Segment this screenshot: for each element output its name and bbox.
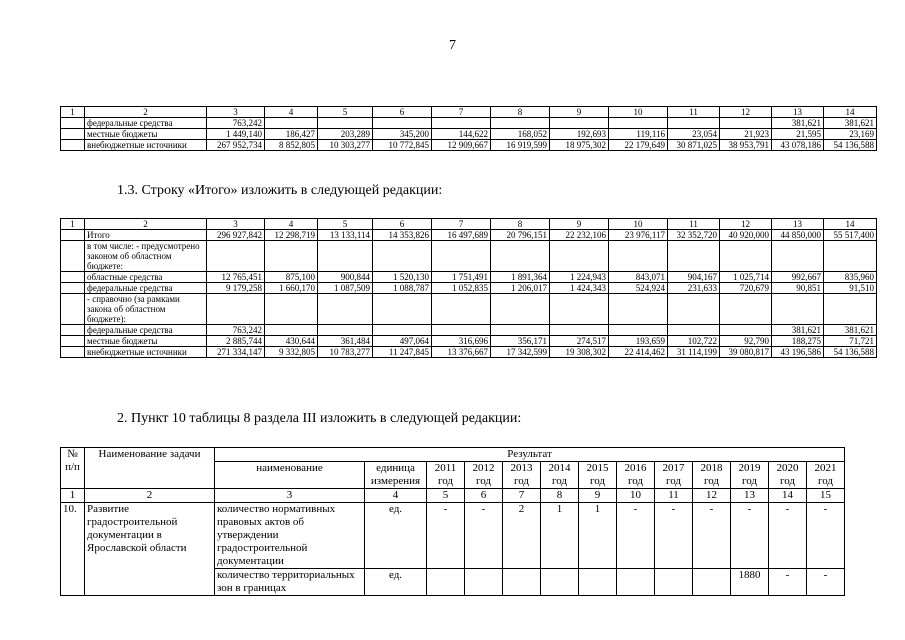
table-cell: 19 308,302 <box>550 347 609 358</box>
table-cell: 1 424,343 <box>550 283 609 294</box>
table-row <box>61 140 877 151</box>
table-cell <box>373 325 432 336</box>
table-cell: 23,169 <box>824 129 877 140</box>
table-cell <box>772 294 824 325</box>
table-cell: 2 885,744 <box>207 336 265 347</box>
table-cell <box>720 241 772 272</box>
table-cell: 763,242 <box>207 118 265 129</box>
table-cell <box>720 118 772 129</box>
indicator-value <box>503 569 541 596</box>
row-label: федеральные средства <box>85 118 207 129</box>
header-cell: 3 <box>207 107 265 118</box>
table-cell: 43 196,586 <box>772 347 824 358</box>
table-cell <box>61 230 85 241</box>
table-cell <box>824 294 877 325</box>
table-cell: 8 852,805 <box>265 140 318 151</box>
table-row <box>61 118 877 129</box>
table-cell: 32 352,720 <box>668 230 720 241</box>
table-cell <box>668 118 720 129</box>
table-cell: 381,621 <box>772 118 824 129</box>
year-header: 2017 год <box>655 462 693 489</box>
table-cell: 102,722 <box>668 336 720 347</box>
year-header: 2021 год <box>807 462 845 489</box>
table-cell: 9 332,805 <box>265 347 318 358</box>
table-cell <box>491 294 550 325</box>
table-cell: 11 247,845 <box>373 347 432 358</box>
page-number: 7 <box>449 38 456 53</box>
index-cell: 5 <box>427 489 465 503</box>
header-cell: 3 <box>207 219 265 230</box>
year-header: 2016 год <box>617 462 655 489</box>
table-cell <box>550 294 609 325</box>
header-cell: 5 <box>318 107 373 118</box>
table-cell: 1 206,017 <box>491 283 550 294</box>
indicator-name: количество территориальных зон в границах <box>215 569 365 596</box>
row-label: в том числе: - предусмотрено законом об областном бюджете: <box>85 241 207 272</box>
table-cell <box>550 241 609 272</box>
index-cell: 6 <box>465 489 503 503</box>
table-cell: 900,844 <box>318 272 373 283</box>
table-cell: 144,622 <box>432 129 491 140</box>
table-cell: 345,200 <box>373 129 432 140</box>
table-cell: 38 953,791 <box>720 140 772 151</box>
row-label: внебюджетные источники <box>85 347 207 358</box>
row-label: внебюджетные источники <box>85 140 207 151</box>
table-cell <box>265 325 318 336</box>
index-cell: 14 <box>769 489 807 503</box>
table-cell: 1 751,491 <box>432 272 491 283</box>
indicator-value: - <box>655 503 693 569</box>
table-cell <box>373 118 432 129</box>
table-cell: 22 414,462 <box>609 347 668 358</box>
row-label: федеральные средства <box>85 325 207 336</box>
indicator-value: 1 <box>541 503 579 569</box>
table-cell: 904,167 <box>668 272 720 283</box>
table-cell: 40 920,000 <box>720 230 772 241</box>
table-cell <box>668 241 720 272</box>
index-cell: 7 <box>503 489 541 503</box>
table-cell: 12 765,451 <box>207 272 265 283</box>
indicator-name: количество нормативных правовых актов об утверждении градостроительной документации <box>215 503 365 569</box>
header-cell: 1 <box>61 107 85 118</box>
table-cell: 23 976,117 <box>609 230 668 241</box>
indicator-value: - <box>693 503 731 569</box>
table-cell <box>609 325 668 336</box>
table-cell: 90,851 <box>772 283 824 294</box>
table-cell: 763,242 <box>207 325 265 336</box>
table-cell: 875,100 <box>265 272 318 283</box>
indicator-value <box>655 569 693 596</box>
table-cell: 17 342,599 <box>491 347 550 358</box>
col-result-header: Результат <box>215 448 845 462</box>
table-cell <box>61 140 85 151</box>
result-table <box>60 447 845 596</box>
header-row <box>61 219 877 230</box>
row-number: 10. <box>61 503 85 596</box>
indicator-value <box>693 569 731 596</box>
table-cell: 44 850,000 <box>772 230 824 241</box>
table-cell <box>61 272 85 283</box>
index-cell: 3 <box>215 489 365 503</box>
table-cell <box>550 325 609 336</box>
table-cell: 55 517,400 <box>824 230 877 241</box>
table-cell: 231,633 <box>668 283 720 294</box>
table-cell <box>491 241 550 272</box>
table-cell <box>491 118 550 129</box>
indicator-unit: ед. <box>365 569 427 596</box>
table-cell: 430,644 <box>265 336 318 347</box>
table-cell <box>207 241 265 272</box>
table-cell <box>61 294 85 325</box>
indicator-value: 1 <box>579 503 617 569</box>
table-cell <box>720 325 772 336</box>
table-cell: 10 303,277 <box>318 140 373 151</box>
table-cell: 1 088,787 <box>373 283 432 294</box>
table-cell: 13 133,114 <box>318 230 373 241</box>
table-row <box>61 325 877 336</box>
table-cell: 20 796,151 <box>491 230 550 241</box>
table-cell: 16 497,689 <box>432 230 491 241</box>
table-cell <box>432 241 491 272</box>
heading-itogo: 1.3. Строку «Итого» изложить в следующей редакции: <box>117 183 443 198</box>
index-cell: 10 <box>617 489 655 503</box>
table-cell: 1 449,140 <box>207 129 265 140</box>
table-cell <box>609 241 668 272</box>
table-cell <box>318 118 373 129</box>
row-label: местные бюджеты <box>85 336 207 347</box>
header-cell: 1 <box>61 219 85 230</box>
table-cell <box>61 129 85 140</box>
table-cell: 21,595 <box>772 129 824 140</box>
header-cell: 8 <box>491 219 550 230</box>
table-cell <box>609 118 668 129</box>
year-header: 2018 год <box>693 462 731 489</box>
table-cell: 91,510 <box>824 283 877 294</box>
table-cell: 10 772,845 <box>373 140 432 151</box>
year-header: 2015 год <box>579 462 617 489</box>
table-cell <box>432 325 491 336</box>
header-cell: 10 <box>609 219 668 230</box>
header-cell: 6 <box>373 107 432 118</box>
header-cell: 6 <box>373 219 432 230</box>
indicator-value <box>617 569 655 596</box>
header-cell: 9 <box>550 219 609 230</box>
header-cell: 4 <box>265 219 318 230</box>
table-row <box>61 294 877 325</box>
table-cell <box>668 325 720 336</box>
indicator-value: 1880 <box>731 569 769 596</box>
table-cell: 356,171 <box>491 336 550 347</box>
heading-point10: 2. Пункт 10 таблицы 8 раздела III изложить в следующей редакции: <box>117 411 522 426</box>
row-label: областные средства <box>85 272 207 283</box>
indicator-value: - <box>807 569 845 596</box>
header-cell: 7 <box>432 107 491 118</box>
index-cell: 11 <box>655 489 693 503</box>
year-header: 2013 год <box>503 462 541 489</box>
header-cell: 11 <box>668 219 720 230</box>
row-label: Итого <box>85 230 207 241</box>
table-cell: 992,667 <box>772 272 824 283</box>
header-cell: 4 <box>265 107 318 118</box>
table-row <box>61 272 877 283</box>
header-cell: 13 <box>772 219 824 230</box>
table-row <box>61 241 877 272</box>
table-cell: 31 114,199 <box>668 347 720 358</box>
year-header: 2019 год <box>731 462 769 489</box>
table-row <box>61 347 877 358</box>
table-cell <box>432 294 491 325</box>
itogo-table <box>60 218 877 358</box>
table-cell: 54 136,588 <box>824 347 877 358</box>
header-cell: 12 <box>720 107 772 118</box>
indicator-value: - <box>465 503 503 569</box>
table-row <box>61 129 877 140</box>
col-number-header: № п/п <box>61 448 85 489</box>
header-cell: 7 <box>432 219 491 230</box>
table-cell: 1 520,130 <box>373 272 432 283</box>
table-cell <box>318 325 373 336</box>
header-cell: 8 <box>491 107 550 118</box>
indicator-unit: ед. <box>365 503 427 569</box>
table-row <box>61 230 877 241</box>
table-cell <box>265 118 318 129</box>
table-cell: 21,923 <box>720 129 772 140</box>
budget-table-continued <box>60 106 877 151</box>
indicator-value: - <box>427 503 465 569</box>
year-header: 2011 год <box>427 462 465 489</box>
table-cell <box>207 294 265 325</box>
table-cell: 361,484 <box>318 336 373 347</box>
table-cell <box>265 241 318 272</box>
header-cell: 5 <box>318 219 373 230</box>
header-cell: 14 <box>824 219 877 230</box>
header-cell: 13 <box>772 107 824 118</box>
table-cell <box>61 118 85 129</box>
indicator-value <box>427 569 465 596</box>
header-cell: 10 <box>609 107 668 118</box>
table-cell <box>668 294 720 325</box>
table-cell: 168,052 <box>491 129 550 140</box>
table-cell: 720,679 <box>720 283 772 294</box>
task-name: Развитие градостроительной документации в Ярославской области <box>85 503 215 596</box>
table-cell: 835,960 <box>824 272 877 283</box>
indicator-value: 2 <box>503 503 541 569</box>
table-cell: 274,517 <box>550 336 609 347</box>
index-cell: 4 <box>365 489 427 503</box>
table-cell <box>824 241 877 272</box>
indicator-value <box>579 569 617 596</box>
header-cell: 11 <box>668 107 720 118</box>
table-cell: 316,696 <box>432 336 491 347</box>
table-cell: 13 376,667 <box>432 347 491 358</box>
table-cell: 43 078,186 <box>772 140 824 151</box>
year-header: 2020 год <box>769 462 807 489</box>
table-cell: 524,924 <box>609 283 668 294</box>
indicator-value <box>465 569 503 596</box>
table-cell <box>61 347 85 358</box>
table-cell: 71,721 <box>824 336 877 347</box>
table-cell: 1 052,835 <box>432 283 491 294</box>
table-cell: 381,621 <box>772 325 824 336</box>
table-cell: 1 224,943 <box>550 272 609 283</box>
table-cell: 30 871,025 <box>668 140 720 151</box>
table-cell: 193,659 <box>609 336 668 347</box>
table-cell: 1 025,714 <box>720 272 772 283</box>
indicator-value: - <box>807 503 845 569</box>
table-cell <box>373 294 432 325</box>
index-cell: 9 <box>579 489 617 503</box>
indicator-value: - <box>731 503 769 569</box>
table-cell: 843,071 <box>609 272 668 283</box>
table-cell <box>61 325 85 336</box>
table-cell: 381,621 <box>824 325 877 336</box>
index-cell: 1 <box>61 489 85 503</box>
table-cell: 12 909,667 <box>432 140 491 151</box>
index-cell: 15 <box>807 489 845 503</box>
table-cell <box>491 325 550 336</box>
table-cell <box>550 118 609 129</box>
table-cell: 1 087,509 <box>318 283 373 294</box>
table-cell <box>61 241 85 272</box>
indicator-value: - <box>769 503 807 569</box>
table-cell <box>720 294 772 325</box>
col-indicator-header: наименование <box>215 462 365 489</box>
table-cell <box>609 294 668 325</box>
table-cell: 54 136,588 <box>824 140 877 151</box>
index-cell: 2 <box>85 489 215 503</box>
index-cell: 12 <box>693 489 731 503</box>
table-cell <box>318 241 373 272</box>
table-cell: 14 353,826 <box>373 230 432 241</box>
table-cell <box>61 336 85 347</box>
table-cell <box>318 294 373 325</box>
table-cell: 16 919,599 <box>491 140 550 151</box>
header-cell: 12 <box>720 219 772 230</box>
table-cell: 186,427 <box>265 129 318 140</box>
index-cell: 8 <box>541 489 579 503</box>
table-cell: 188,275 <box>772 336 824 347</box>
table-cell: 22 232,106 <box>550 230 609 241</box>
row-label: - справочно (за рамками закона об областном бюджете): <box>85 294 207 325</box>
table-cell: 1 660,170 <box>265 283 318 294</box>
table-cell: 23,054 <box>668 129 720 140</box>
header-cell: 2 <box>85 107 207 118</box>
table-cell: 92,790 <box>720 336 772 347</box>
indicator-value: - <box>769 569 807 596</box>
table-cell: 9 179,258 <box>207 283 265 294</box>
index-cell: 13 <box>731 489 769 503</box>
table-cell: 18 975,302 <box>550 140 609 151</box>
table-cell: 22 179,649 <box>609 140 668 151</box>
year-header: 2012 год <box>465 462 503 489</box>
table-cell: 203,289 <box>318 129 373 140</box>
header-cell: 2 <box>85 219 207 230</box>
table-cell: 119,116 <box>609 129 668 140</box>
table-cell <box>373 241 432 272</box>
table-cell: 10 783,277 <box>318 347 373 358</box>
col-task-header: Наименование задачи <box>85 448 215 489</box>
table-cell: 271 334,147 <box>207 347 265 358</box>
table-cell: 497,064 <box>373 336 432 347</box>
table-row <box>61 283 877 294</box>
table-row <box>61 336 877 347</box>
table-cell: 192,693 <box>550 129 609 140</box>
table-cell <box>265 294 318 325</box>
table-cell: 381,621 <box>824 118 877 129</box>
table-cell <box>61 283 85 294</box>
col-unit-header: единица измерения <box>365 462 427 489</box>
indicator-value <box>541 569 579 596</box>
header-cell: 14 <box>824 107 877 118</box>
year-header: 2014 год <box>541 462 579 489</box>
table-cell: 1 891,364 <box>491 272 550 283</box>
table-cell <box>432 118 491 129</box>
table-cell: 39 080,817 <box>720 347 772 358</box>
table-cell: 296 927,842 <box>207 230 265 241</box>
table-cell: 267 952,734 <box>207 140 265 151</box>
indicator-value: - <box>617 503 655 569</box>
table-cell <box>772 241 824 272</box>
row-label: федеральные средства <box>85 283 207 294</box>
header-row <box>61 107 877 118</box>
header-cell: 9 <box>550 107 609 118</box>
row-label: местные бюджеты <box>85 129 207 140</box>
table-cell: 12 298,719 <box>265 230 318 241</box>
